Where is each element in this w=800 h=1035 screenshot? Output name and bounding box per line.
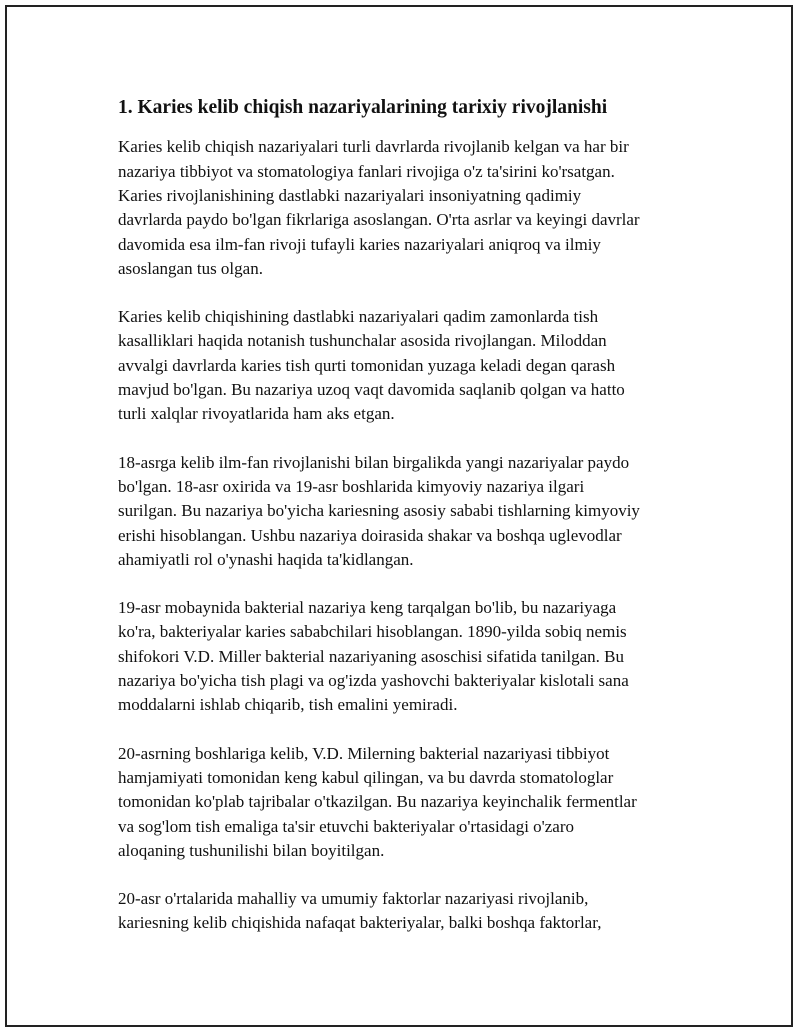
section-heading: 1. Karies kelib chiqish nazariyalarining tarixiy rivojlanishi [118, 97, 608, 118]
text-line: shifokori V.D. Miller bakterial nazariyaning asoschisi sifatida tanilgan. Bu [118, 646, 624, 666]
paragraph-4 [118, 596, 678, 717]
text-line: avvalgi davrlarda karies tish qurti tomonidan yuzaga keladi degan qarash [118, 355, 616, 375]
text-line: hamjamiyati tomonidan keng kabul qilingan, va bu davrda stomatologlar [118, 767, 614, 787]
text-line: bo'lgan. 18-asr oxirida va 19-asr boshlarida kimyoviy nazariya ilgari [118, 476, 585, 496]
paragraph-6 [118, 887, 678, 936]
text-line: turli xalqlar rivoyatlarida ham aks etgan. [118, 404, 395, 424]
text-line: ahamiyatli rol o'ynashi haqida ta'kidlangan. [118, 549, 414, 569]
text-line: 20-asr o'rtalarida mahalliy va umumiy faktorlar nazariyasi rivojlanib, [118, 889, 589, 909]
text-line: aloqaning tushunilishi bilan boyitilgan. [118, 840, 385, 860]
text-line: kasalliklari haqida notanish tushunchalar asosida rivojlangan. Miloddan [118, 331, 607, 351]
text-line: surilgan. Bu nazariya bo'yicha kariesning asosiy sababi tishlarning kimyoviy [118, 501, 640, 521]
text-line: Karies kelib chiqish nazariyalari turli davrlarda rivojlanib kelgan va har bir [118, 137, 629, 157]
paragraph-2 [118, 305, 678, 426]
text-line: mavjud bo'lgan. Bu nazariya uzoq vaqt davomida saqlanib qolgan va hatto [118, 380, 625, 400]
text-line: Karies kelib chiqishining dastlabki nazariyalari qadim zamonlarda tish [118, 307, 599, 327]
text-line: 19-asr mobaynida bakterial nazariya keng tarqalgan bo'lib, bu nazariyaga [118, 598, 617, 618]
document-body [118, 96, 678, 960]
text-line: 18-asrga kelib ilm-fan rivojlanishi bilan birgalikda yangi nazariyalar paydo [118, 452, 630, 472]
text-line: Karies rivojlanishining dastlabki nazariyalari insoniyatning qadimiy [118, 185, 582, 205]
text-line: moddalarni ishlab chiqarib, tish emalini yemiradi. [118, 695, 458, 715]
text-line: kariesning kelib chiqishida nafaqat bakteriyalar, balki boshqa faktorlar, [118, 913, 602, 933]
text-line: davomida esa ilm-fan rivoji tufayli karies nazariyalari aniqroq va ilmiy [118, 234, 601, 254]
text-line: va sog'lom tish emaliga ta'sir etuvchi bakteriyalar o'rtasidagi o'zaro [118, 816, 574, 836]
text-line: tomonidan ko'plab tajribalar o'tkazilgan. Bu nazariya keyinchalik fermentlar [118, 792, 637, 812]
text-line: nazariya tibbiyot va stomatologiya fanlari rivojiga o'z ta'sirini ko'rsatgan. [118, 161, 615, 181]
paragraph-5 [118, 742, 678, 863]
paragraph-3 [118, 451, 678, 572]
text-line: nazariya bo'yicha tish plagi va og'izda yashovchi bakteriyalar kislotali sana [118, 671, 629, 691]
text-line: ko'ra, bakteriyalar karies sababchilari hisoblangan. 1890-yilda sobiq nemis [118, 622, 627, 642]
text-line: erishi hisoblangan. Ushbu nazariya doirasida shakar va boshqa uglevodlar [118, 525, 622, 545]
text-line: davrlarda paydo bo'lgan fikrlariga asoslangan. O'rta asrlar va keyingi davrlar [118, 210, 640, 230]
paragraph-1 [118, 135, 678, 281]
text-line: asoslangan tus olgan. [118, 258, 263, 278]
text-line: 20-asrning boshlariga kelib, V.D. Milerning bakterial nazariyasi tibbiyot [118, 743, 610, 763]
